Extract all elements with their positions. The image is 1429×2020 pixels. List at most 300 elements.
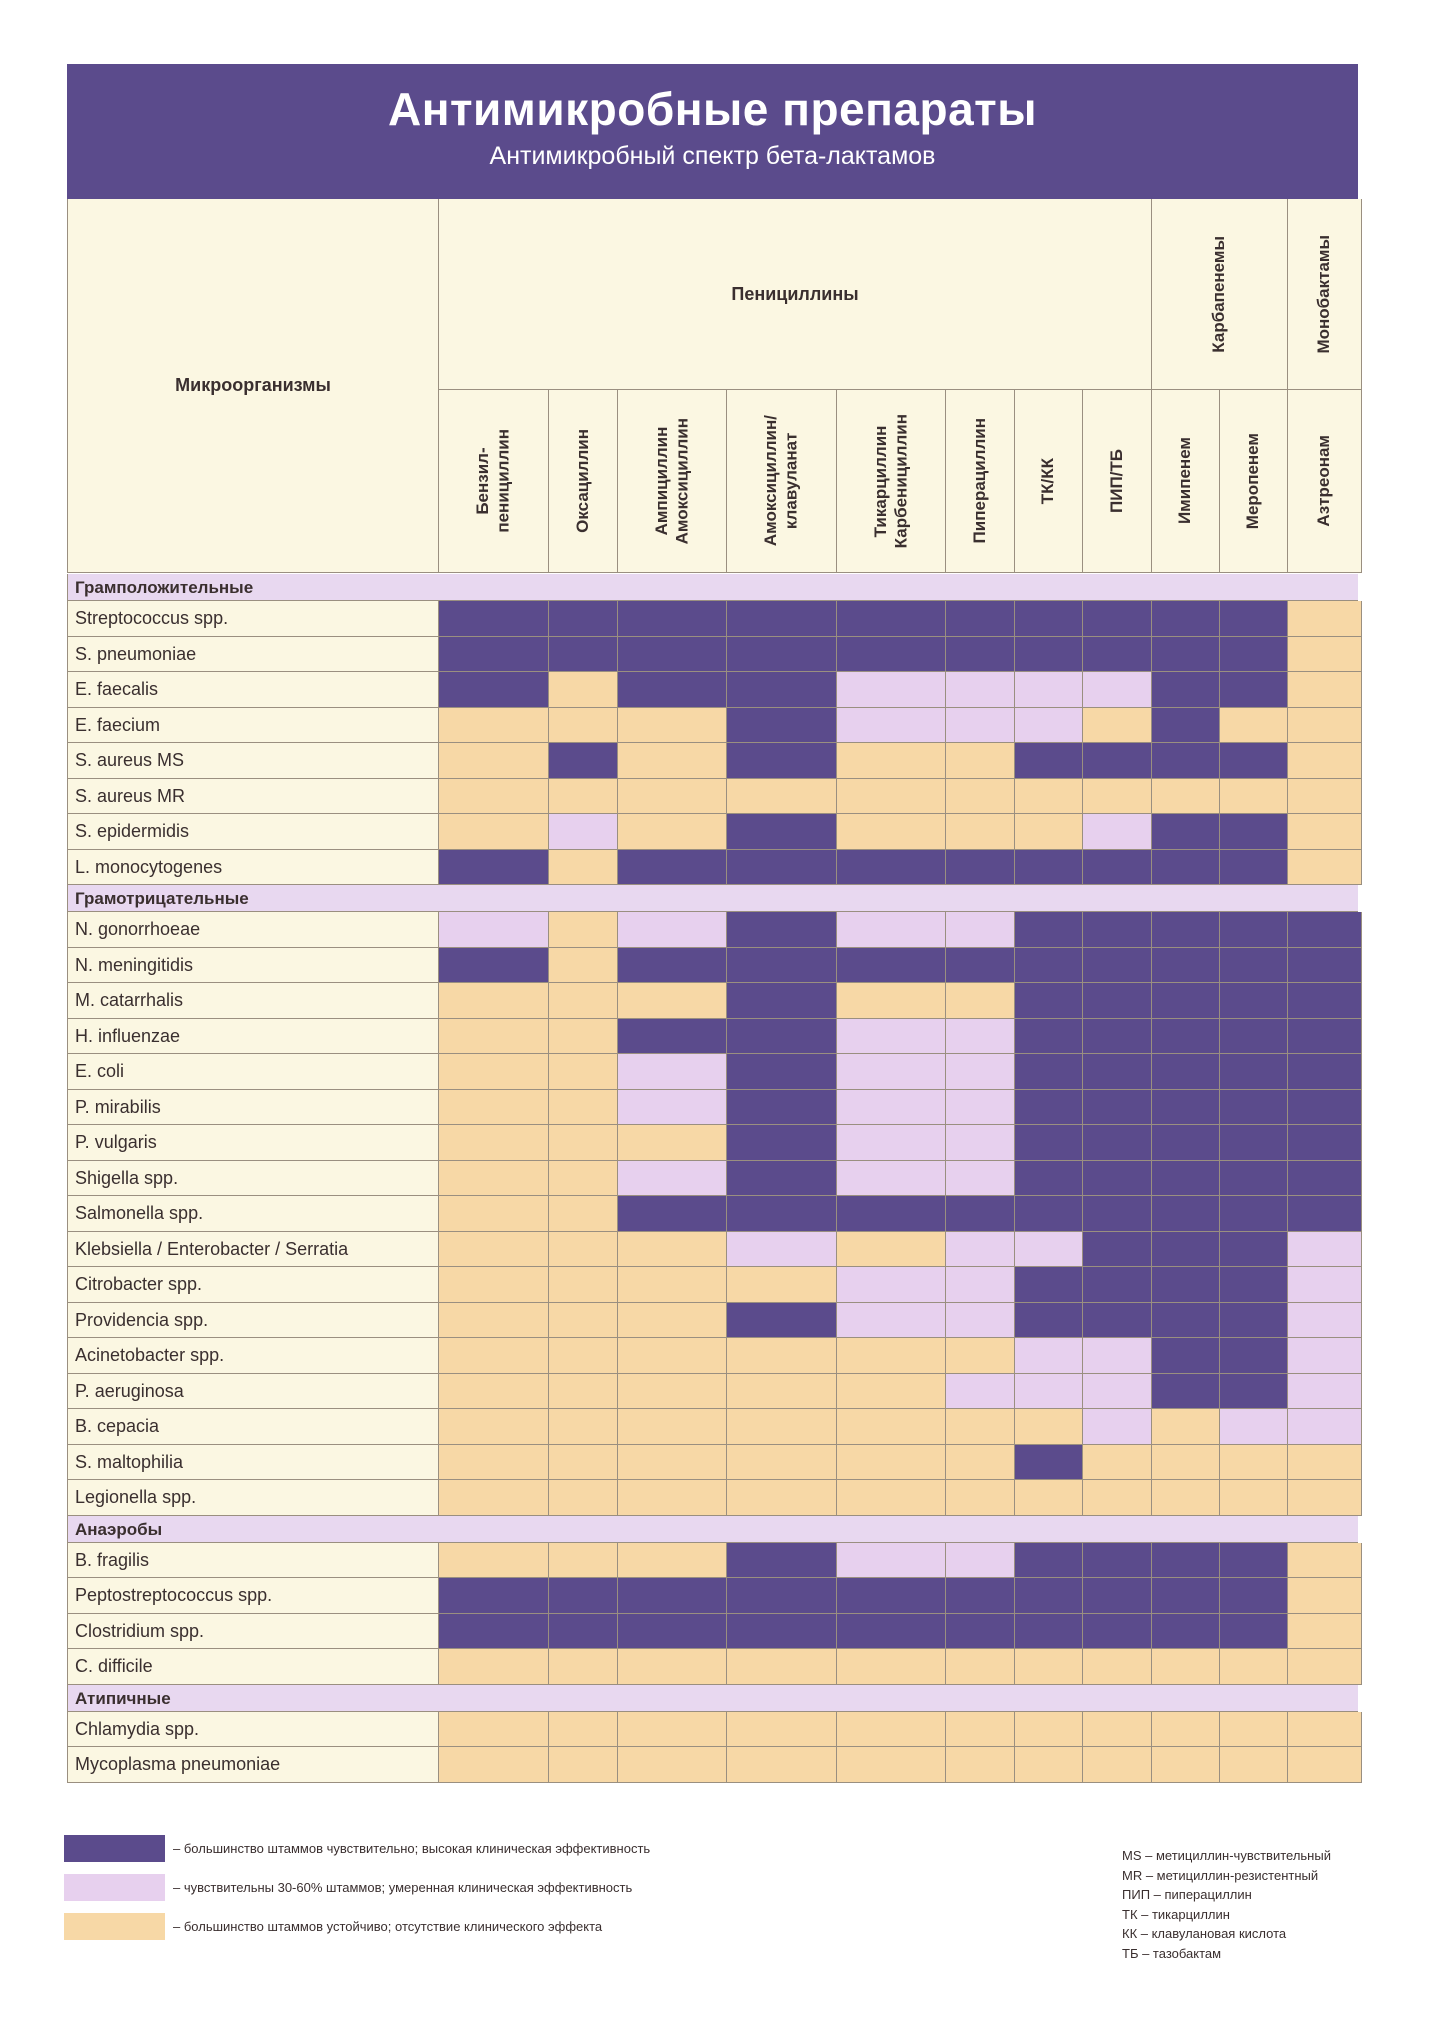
organism-name: M. catarrhalis xyxy=(68,983,439,1019)
spectrum-cell xyxy=(549,1480,618,1516)
table-row xyxy=(67,1338,1358,1374)
spectrum-cell xyxy=(618,983,727,1019)
spectrum-cell xyxy=(727,1338,837,1374)
spectrum-cell xyxy=(549,1019,618,1055)
spectrum-cell xyxy=(439,814,549,850)
spectrum-cell xyxy=(1015,1712,1083,1748)
spectrum-cell xyxy=(727,601,837,637)
spectrum-cell xyxy=(439,637,549,673)
spectrum-cell xyxy=(1220,1445,1288,1481)
spectrum-cell xyxy=(1220,1267,1288,1303)
spectrum-cell xyxy=(946,637,1015,673)
table-row xyxy=(67,779,1358,815)
spectrum-cell xyxy=(1083,1445,1152,1481)
organism-name: S. aureus MS xyxy=(68,743,439,779)
table-row xyxy=(67,1303,1358,1339)
spectrum-cell xyxy=(439,1232,549,1268)
spectrum-cell xyxy=(946,601,1015,637)
table-row xyxy=(67,1232,1358,1268)
spectrum-cell xyxy=(1288,601,1362,637)
spectrum-cell xyxy=(727,1649,837,1685)
spectrum-cell xyxy=(549,1232,618,1268)
spectrum-cell xyxy=(837,601,946,637)
spectrum-cell xyxy=(837,1578,946,1614)
spectrum-cell xyxy=(837,1543,946,1579)
spectrum-cell xyxy=(439,948,549,984)
spectrum-cell xyxy=(1288,983,1362,1019)
spectrum-cell xyxy=(1152,637,1220,673)
spectrum-cell xyxy=(946,1712,1015,1748)
spectrum-cell xyxy=(1152,1019,1220,1055)
spectrum-cell xyxy=(439,1543,549,1579)
spectrum-cell xyxy=(1220,1712,1288,1748)
spectrum-cell xyxy=(439,850,549,886)
spectrum-cell xyxy=(439,1090,549,1126)
spectrum-cell xyxy=(1220,1054,1288,1090)
spectrum-cell xyxy=(618,1232,727,1268)
spectrum-cell xyxy=(1220,1303,1288,1339)
spectrum-cell xyxy=(618,1267,727,1303)
group-penicillins: Пенициллины xyxy=(439,199,1152,390)
spectrum-cell xyxy=(946,708,1015,744)
spectrum-cell xyxy=(618,672,727,708)
category-header: Грамположительные xyxy=(67,574,1358,601)
group-carbapenems xyxy=(1152,199,1288,390)
spectrum-cell xyxy=(1220,1480,1288,1516)
spectrum-cell xyxy=(1288,1054,1362,1090)
spectrum-cell xyxy=(618,1196,727,1232)
spectrum-cell xyxy=(439,1614,549,1650)
spectrum-cell xyxy=(946,1578,1015,1614)
table-row xyxy=(67,1196,1358,1232)
spectrum-cell xyxy=(1288,637,1362,673)
spectrum-cell xyxy=(1015,1090,1083,1126)
spectrum-cell xyxy=(1288,779,1362,815)
spectrum-cell xyxy=(837,1649,946,1685)
spectrum-cell xyxy=(1220,1578,1288,1614)
spectrum-cell xyxy=(1015,637,1083,673)
spectrum-cell xyxy=(1015,912,1083,948)
spectrum-cell xyxy=(1083,1338,1152,1374)
table-body xyxy=(67,574,1358,1783)
organism-name: L. monocytogenes xyxy=(68,850,439,886)
spectrum-cell xyxy=(837,779,946,815)
spectrum-cell xyxy=(1152,1543,1220,1579)
spectrum-cell xyxy=(1015,1747,1083,1783)
spectrum-cell xyxy=(1083,1303,1152,1339)
spectrum-cell xyxy=(1152,814,1220,850)
spectrum-cell xyxy=(618,1543,727,1579)
table-row xyxy=(67,1090,1358,1126)
spectrum-cell xyxy=(549,1267,618,1303)
spectrum-cell xyxy=(1083,1649,1152,1685)
spectrum-cell xyxy=(1083,1196,1152,1232)
drug-label: Пиперациллин xyxy=(969,418,989,544)
abbreviation-item: ТБ – тазобактам xyxy=(1122,1945,1222,1961)
spectrum-cell xyxy=(1015,1196,1083,1232)
spectrum-cell xyxy=(1083,948,1152,984)
spectrum-cell xyxy=(618,1409,727,1445)
drug-header-benzylpenicillin xyxy=(439,390,549,573)
spectrum-cell xyxy=(1083,708,1152,744)
spectrum-cell xyxy=(618,1161,727,1197)
abbreviation-item: MR – метициллин-резистентный xyxy=(1122,1867,1319,1883)
table-row xyxy=(67,1054,1358,1090)
table-row xyxy=(67,1649,1358,1685)
drug-header-tk-kk xyxy=(1015,390,1083,573)
spectrum-cell xyxy=(1152,1054,1220,1090)
spectrum-cell xyxy=(946,912,1015,948)
spectrum-cell xyxy=(727,814,837,850)
organism-name: P. vulgaris xyxy=(68,1125,439,1161)
spectrum-cell xyxy=(1152,601,1220,637)
spectrum-cell xyxy=(618,912,727,948)
spectrum-cell xyxy=(1083,1480,1152,1516)
spectrum-cell xyxy=(439,1649,549,1685)
spectrum-cell xyxy=(837,1196,946,1232)
spectrum-cell xyxy=(946,1543,1015,1579)
spectrum-cell xyxy=(1220,1649,1288,1685)
spectrum-cell xyxy=(1288,672,1362,708)
spectrum-cell xyxy=(618,1649,727,1685)
spectrum-cell xyxy=(727,1374,837,1410)
spectrum-cell xyxy=(1015,1267,1083,1303)
spectrum-cell xyxy=(1288,1543,1362,1579)
spectrum-cell xyxy=(1083,1161,1152,1197)
table-row xyxy=(67,1614,1358,1650)
spectrum-cell xyxy=(439,743,549,779)
spectrum-cell xyxy=(1152,912,1220,948)
table-row xyxy=(67,850,1358,886)
organism-name: P. mirabilis xyxy=(68,1090,439,1126)
spectrum-cell xyxy=(1220,1161,1288,1197)
spectrum-cell xyxy=(1015,1578,1083,1614)
legend-text: – чувствительны 30-60% штаммов; умеренная клиническая эффективность xyxy=(173,1879,633,1895)
spectrum-cell xyxy=(549,1445,618,1481)
spectrum-cell xyxy=(549,1303,618,1339)
spectrum-cell xyxy=(439,912,549,948)
spectrum-cell xyxy=(1083,672,1152,708)
spectrum-cell xyxy=(946,1161,1015,1197)
spectrum-cell xyxy=(1015,983,1083,1019)
spectrum-cell xyxy=(1015,1543,1083,1579)
spectrum-cell xyxy=(1015,743,1083,779)
spectrum-cell xyxy=(837,912,946,948)
spectrum-cell xyxy=(1152,1196,1220,1232)
spectrum-cell xyxy=(727,779,837,815)
spectrum-cell xyxy=(1083,983,1152,1019)
spectrum-cell xyxy=(946,1409,1015,1445)
spectrum-cell xyxy=(549,912,618,948)
spectrum-cell xyxy=(1220,948,1288,984)
page-title: Антимикробные препараты xyxy=(387,83,1037,135)
spectrum-cell xyxy=(837,1232,946,1268)
drug-header-meropenem xyxy=(1220,390,1288,573)
spectrum-cell xyxy=(1220,1019,1288,1055)
drug-header-pip-tb xyxy=(1083,390,1152,573)
organism-name: H. influenzae xyxy=(68,1019,439,1055)
spectrum-cell xyxy=(1015,850,1083,886)
spectrum-cell xyxy=(1288,1267,1362,1303)
spectrum-cell xyxy=(618,743,727,779)
spectrum-cell xyxy=(727,1712,837,1748)
spectrum-cell xyxy=(1220,1747,1288,1783)
spectrum-cell xyxy=(1220,1090,1288,1126)
spectrum-cell xyxy=(1083,1374,1152,1410)
table-row xyxy=(67,672,1358,708)
table-row xyxy=(67,1409,1358,1445)
spectrum-cell xyxy=(439,1374,549,1410)
spectrum-cell xyxy=(727,1090,837,1126)
drug-label: Оксациллин xyxy=(572,429,592,533)
spectrum-cell xyxy=(549,1161,618,1197)
spectrum-cell xyxy=(1015,1161,1083,1197)
spectrum-cell xyxy=(549,1054,618,1090)
spectrum-cell xyxy=(727,948,837,984)
organism-name: S. aureus MR xyxy=(68,779,439,815)
organism-name: Legionella spp. xyxy=(68,1480,439,1516)
spectrum-cell xyxy=(946,1267,1015,1303)
spectrum-cell xyxy=(946,1747,1015,1783)
table-row xyxy=(67,708,1358,744)
spectrum-cell xyxy=(1152,1232,1220,1268)
spectrum-cell xyxy=(1220,850,1288,886)
spectrum-cell xyxy=(549,1614,618,1650)
spectrum-cell xyxy=(1083,601,1152,637)
spectrum-cell xyxy=(439,1303,549,1339)
spectrum-cell xyxy=(946,672,1015,708)
spectrum-cell xyxy=(549,1338,618,1374)
spectrum-cell xyxy=(549,1409,618,1445)
spectrum-cell xyxy=(727,708,837,744)
group-monobactams xyxy=(1288,199,1362,390)
spectrum-cell xyxy=(1220,1338,1288,1374)
organism-name: Shigella spp. xyxy=(68,1161,439,1197)
drug-label: Азтреонам xyxy=(1314,435,1334,527)
spectrum-cell xyxy=(1015,1409,1083,1445)
spectrum-cell xyxy=(727,637,837,673)
spectrum-cell xyxy=(1152,1747,1220,1783)
spectrum-cell xyxy=(549,1747,618,1783)
spectrum-cell xyxy=(727,1480,837,1516)
category-header: Атипичные xyxy=(67,1685,1358,1712)
spectrum-cell xyxy=(727,1445,837,1481)
table-row xyxy=(67,637,1358,673)
spectrum-cell xyxy=(618,1614,727,1650)
spectrum-cell xyxy=(549,1374,618,1410)
spectrum-cell xyxy=(837,1338,946,1374)
spectrum-cell xyxy=(1152,1578,1220,1614)
spectrum-cell xyxy=(1152,1338,1220,1374)
spectrum-cell xyxy=(1288,850,1362,886)
spectrum-cell xyxy=(1152,1649,1220,1685)
spectrum-cell xyxy=(1288,1019,1362,1055)
page-subtitle: Антимикробный спектр бета-лактамов xyxy=(489,142,936,170)
spectrum-cell xyxy=(1083,779,1152,815)
spectrum-cell xyxy=(946,1374,1015,1410)
spectrum-cell xyxy=(1015,1374,1083,1410)
spectrum-cell xyxy=(837,708,946,744)
spectrum-cell xyxy=(946,814,1015,850)
spectrum-cell xyxy=(1083,1543,1152,1579)
spectrum-cell xyxy=(837,1019,946,1055)
spectrum-cell xyxy=(946,1480,1015,1516)
spectrum-cell xyxy=(837,1090,946,1126)
organism-name: N. gonorrhoeae xyxy=(68,912,439,948)
spectrum-cell xyxy=(439,672,549,708)
spectrum-cell xyxy=(727,1054,837,1090)
spectrum-cell xyxy=(1015,948,1083,984)
spectrum-cell xyxy=(837,1125,946,1161)
drug-header-ticarcillin xyxy=(837,390,946,573)
spectrum-cell xyxy=(1015,1125,1083,1161)
table-row xyxy=(67,948,1358,984)
organism-name: P. aeruginosa xyxy=(68,1374,439,1410)
spectrum-cell xyxy=(549,983,618,1019)
spectrum-cell xyxy=(439,1578,549,1614)
spectrum-cell xyxy=(1015,1445,1083,1481)
spectrum-cell xyxy=(1083,1019,1152,1055)
spectrum-cell xyxy=(1083,1267,1152,1303)
drug-header-ampicillin xyxy=(618,390,727,573)
spectrum-cell xyxy=(1288,1480,1362,1516)
spectrum-cell xyxy=(549,601,618,637)
organism-name: Citrobacter spp. xyxy=(68,1267,439,1303)
spectrum-cell xyxy=(549,743,618,779)
spectrum-cell xyxy=(1152,1712,1220,1748)
spectrum-cell xyxy=(1152,1125,1220,1161)
spectrum-cell xyxy=(549,672,618,708)
spectrum-cell xyxy=(1220,708,1288,744)
spectrum-cell xyxy=(1288,1338,1362,1374)
spectrum-cell xyxy=(1083,912,1152,948)
organism-name: Peptostreptococcus spp. xyxy=(68,1578,439,1614)
legend-swatch-resistant xyxy=(64,1913,165,1940)
spectrum-cell xyxy=(439,1161,549,1197)
spectrum-cell xyxy=(1015,1303,1083,1339)
spectrum-cell xyxy=(618,1747,727,1783)
title-banner xyxy=(67,64,1358,199)
spectrum-cell xyxy=(1220,983,1288,1019)
spectrum-cell xyxy=(1288,1374,1362,1410)
legend-item-high xyxy=(64,1834,824,1862)
spectrum-cell xyxy=(1152,983,1220,1019)
spectrum-cell xyxy=(549,948,618,984)
spectrum-cell xyxy=(1288,1125,1362,1161)
spectrum-cell xyxy=(1083,1712,1152,1748)
spectrum-cell xyxy=(549,1196,618,1232)
drug-label: ТК/КК xyxy=(1038,457,1058,505)
spectrum-cell xyxy=(1288,1409,1362,1445)
organism-name: S. pneumoniae xyxy=(68,637,439,673)
spectrum-cell xyxy=(549,814,618,850)
spectrum-cell xyxy=(618,814,727,850)
spectrum-cell xyxy=(439,1196,549,1232)
spectrum-cell xyxy=(618,601,727,637)
table-row xyxy=(67,1578,1358,1614)
spectrum-cell xyxy=(1152,948,1220,984)
spectrum-cell xyxy=(727,1409,837,1445)
spectrum-cell xyxy=(837,672,946,708)
spectrum-cell xyxy=(727,1196,837,1232)
spectrum-cell xyxy=(946,1054,1015,1090)
spectrum-cell xyxy=(618,708,727,744)
spectrum-cell xyxy=(946,983,1015,1019)
abbreviations xyxy=(1122,1846,1402,1963)
spectrum-cell xyxy=(1288,1712,1362,1748)
spectrum-cell xyxy=(837,743,946,779)
spectrum-cell xyxy=(946,1090,1015,1126)
organism-name: Klebsiella / Enterobacter / Serratia xyxy=(68,1232,439,1268)
spectrum-cell xyxy=(549,1712,618,1748)
spectrum-cell xyxy=(837,1409,946,1445)
spectrum-cell xyxy=(1288,1614,1362,1650)
spectrum-cell xyxy=(1152,1267,1220,1303)
table-header xyxy=(67,199,1362,573)
spectrum-cell xyxy=(727,1232,837,1268)
spectrum-cell xyxy=(618,1090,727,1126)
abbreviation-item: ПИП – пиперациллин xyxy=(1122,1887,1252,1902)
spectrum-cell xyxy=(727,743,837,779)
spectrum-cell xyxy=(1083,1747,1152,1783)
spectrum-cell xyxy=(1288,1161,1362,1197)
spectrum-cell xyxy=(1220,1125,1288,1161)
spectrum-cell xyxy=(1015,1232,1083,1268)
drug-label: Ампициллин Амоксициллин xyxy=(651,417,691,545)
spectrum-cell xyxy=(727,1578,837,1614)
group-monobactams-label: Монобактамы xyxy=(1314,234,1334,354)
drug-label: Меропенем xyxy=(1243,432,1263,530)
spectrum-cell xyxy=(1152,743,1220,779)
spectrum-cell xyxy=(1152,672,1220,708)
spectrum-cell xyxy=(946,850,1015,886)
organism-name: Streptococcus spp. xyxy=(68,601,439,637)
spectrum-cell xyxy=(727,1161,837,1197)
legend-item-moderate xyxy=(64,1873,824,1901)
drug-label: Бензил- пенициллин xyxy=(473,429,513,533)
spectrum-cell xyxy=(1015,814,1083,850)
spectrum-cell xyxy=(1152,1480,1220,1516)
spectrum-cell xyxy=(946,948,1015,984)
spectrum-cell xyxy=(549,637,618,673)
organism-name: S. maltophilia xyxy=(68,1445,439,1481)
spectrum-cell xyxy=(727,850,837,886)
spectrum-cell xyxy=(837,637,946,673)
spectrum-cell xyxy=(618,1019,727,1055)
spectrum-cell xyxy=(946,1125,1015,1161)
spectrum-cell xyxy=(1288,1649,1362,1685)
spectrum-cell xyxy=(618,1338,727,1374)
spectrum-cell xyxy=(1015,1649,1083,1685)
spectrum-cell xyxy=(1083,743,1152,779)
spectrum-cell xyxy=(946,1614,1015,1650)
spectrum-cell xyxy=(946,1303,1015,1339)
spectrum-cell xyxy=(727,1543,837,1579)
drug-header-aztreonam xyxy=(1288,390,1362,573)
spectrum-cell xyxy=(946,1019,1015,1055)
abbreviation-item: ТК – тикарциллин xyxy=(1122,1906,1230,1922)
abbreviation-item: MS – метициллин-чувствительный xyxy=(1122,1848,1331,1863)
spectrum-cell xyxy=(1220,601,1288,637)
spectrum-cell xyxy=(837,948,946,984)
table-row xyxy=(67,743,1358,779)
spectrum-cell xyxy=(727,1019,837,1055)
spectrum-cell xyxy=(727,983,837,1019)
organism-name: C. difficile xyxy=(68,1649,439,1685)
organism-name: Mycoplasma pneumoniae xyxy=(68,1747,439,1783)
category-header: Грамотрицательные xyxy=(67,885,1358,912)
spectrum-cell xyxy=(1288,1090,1362,1126)
